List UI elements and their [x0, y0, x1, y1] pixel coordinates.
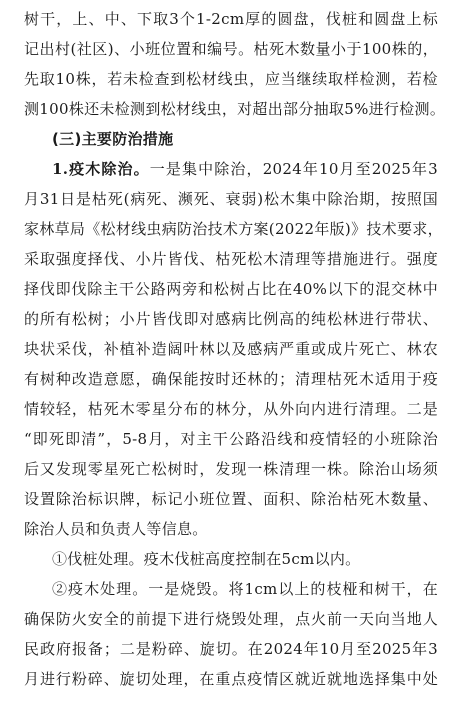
section-1-line: “即死即清”，5-8月，对主干公路沿线和疫情轻的小班除治 — [24, 430, 438, 448]
section-1-line: 除治人员和负责人等信息。 — [24, 520, 208, 538]
section-1-title: 1.疫木除治。 — [52, 160, 150, 178]
intro-line-4: 测100株还未检测到松材线虫，对超出部分抽取5%进行检测。 — [24, 100, 446, 118]
section-1-line: 择伐即伐除主干公路两旁和松树占比在40%以下的混交林中 — [24, 280, 438, 298]
section-1-line: 设置除治标识牌，标记小班位置、面积、除治枯死木数量、 — [24, 490, 438, 508]
section-1-first-line-text: 一是集中除治，2024年10月至2025年3 — [149, 160, 438, 178]
section-1-line: 家林草局《松材线虫病防治技术方案(2022年版)》技术要求， — [24, 220, 443, 238]
section-1-line: 有树种改造意愿，确保能按时还林的；清理枯死木适用于疫 — [24, 370, 438, 388]
item-1-stump-treatment: ①伐桩处理。疫木伐桩高度控制在5cm以内。 — [52, 550, 361, 568]
item-2-line: 确保防火安全的前提下进行烧毁处理，点火前一天向当地人 — [24, 610, 438, 628]
section-1-first-line — [52, 154, 438, 184]
section-1-line: 采取强度择伐、小片皆伐、枯死松木清理等措施进行。强度 — [24, 250, 438, 268]
item-2-line: 月进行粉碎、旋切处理，在重点疫情区就近就地选择集中处 — [24, 670, 438, 688]
section-1-line: 的所有松树；小片皆伐即对感病比例高的纯松林进行带状、 — [24, 310, 438, 328]
item-2-first-line: ②疫木处理。一是烧毁。将1cm以上的枝桠和树干，在 — [52, 580, 438, 598]
intro-line-2: 记出村(社区)、小班位置和编号。枯死木数量小于100株的， — [24, 40, 438, 58]
item-2-line: 民政府报备；二是粉碎、旋切。在2024年10月至2025年3 — [24, 640, 438, 658]
section-1-line: 后又发现零星死亡松树时，发现一株清理一株。除治山场须 — [24, 460, 438, 478]
section-heading: (三)主要防治措施 — [52, 130, 174, 148]
intro-line-3: 先取10株，若未检查到松材线虫，应当继续取样检测，若检 — [24, 70, 438, 88]
section-1-line: 月31日是枯死(病死、濒死、衰弱)松木集中除治期，按照国 — [24, 190, 438, 208]
section-1-line: 情较轻，枯死木零星分布的林分，从外向内进行清理。二是 — [24, 400, 438, 418]
intro-line-1: 树干，上、中、下取3个1-2cm厚的圆盘，伐桩和圆盘上标 — [24, 10, 438, 28]
section-1-line: 块状采伐，补植补造阔叶林以及感病严重或成片死亡、林农 — [24, 340, 438, 358]
